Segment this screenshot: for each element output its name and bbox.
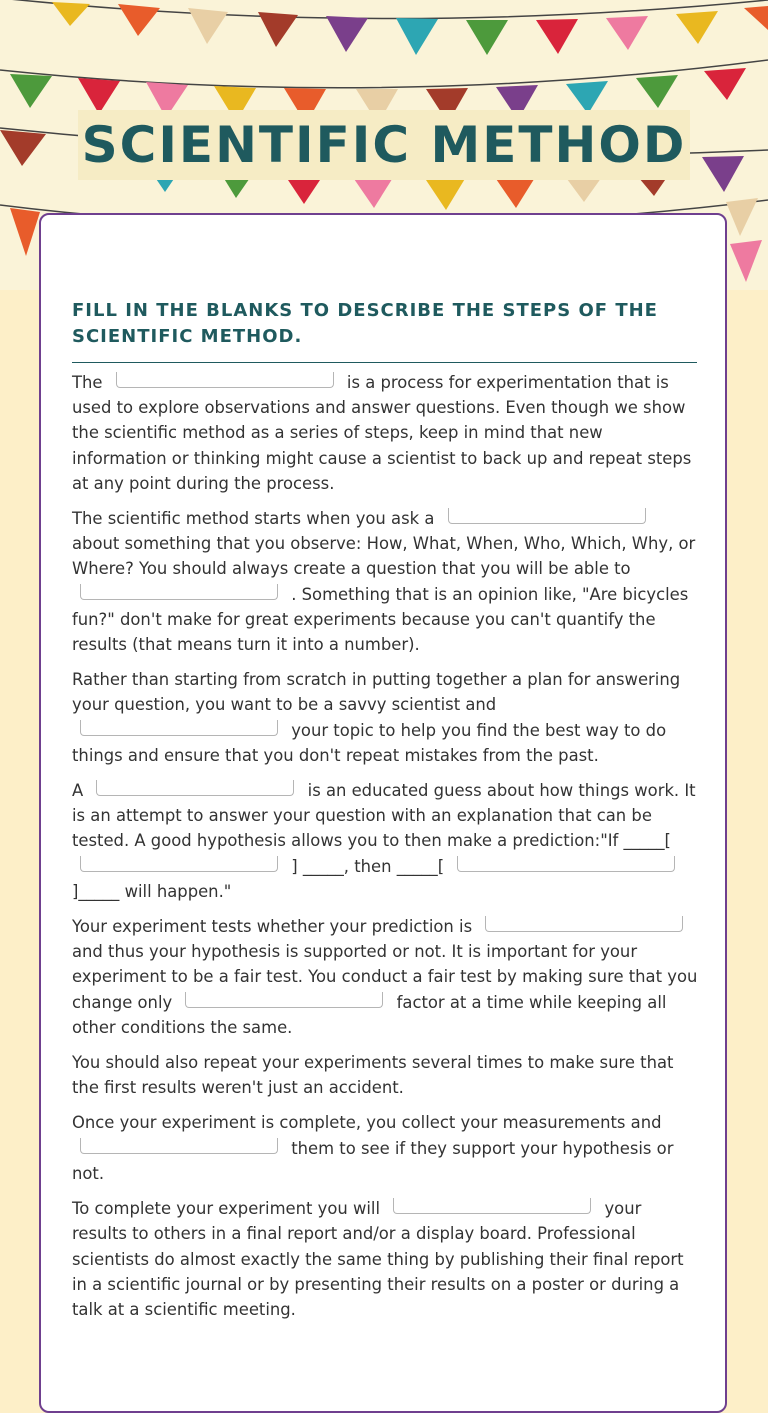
- text: them to see if they support your hypothesis or not.: [72, 1138, 674, 1183]
- blank-field[interactable]: [393, 1198, 591, 1214]
- text: factor at a time while keeping all other conditions the same.: [72, 992, 667, 1037]
- paragraph-8: [72, 1196, 700, 1322]
- paragraph-4: [72, 778, 700, 904]
- title-box: [78, 110, 690, 180]
- blank-field[interactable]: [80, 1138, 278, 1154]
- text: is a process for experimentation that is used to explore observations and answer questions. Even though we show the scientific method as a series of steps, keep in mind that new information or thinking might cause a scientist to back up and repeat steps at any point during the process.: [72, 373, 692, 493]
- paragraph-1: [72, 370, 700, 496]
- text: A: [72, 781, 84, 801]
- text: You should also repeat your experiments several times to make sure that the first results weren't just an accident.: [72, 1053, 674, 1098]
- paragraph-6: [72, 1050, 700, 1100]
- text: your results to others in a final report and/or a display board. Professional scientists do almost exactly the same thing by publishing their final report in a scientific journal or by presenting their results on a poster or during a talk at a scientific meeting.: [72, 1199, 684, 1319]
- blank-field[interactable]: [457, 856, 675, 872]
- text: your topic to help you find the best way to do things and ensure that you don't repeat mistakes from the past.: [72, 720, 667, 765]
- text: ]_____ will happen.": [72, 881, 232, 901]
- worksheet-card: [39, 213, 727, 1413]
- text: about something that you observe: How, What, When, Who, Which, Why, or Where? You should always create a question that you will be able to: [72, 534, 696, 579]
- blank-field[interactable]: [485, 916, 683, 932]
- blank-field[interactable]: [80, 856, 278, 872]
- blank-field[interactable]: [80, 720, 278, 736]
- paragraph-3: [72, 667, 700, 768]
- blank-field[interactable]: [448, 508, 646, 524]
- text: Once your experiment is complete, you collect your measurements and: [72, 1113, 662, 1133]
- text: is an educated guess about how things work. It is an attempt to answer your question with an explanation that can be tested. A good hypothesis allows you to then make a prediction:"If _____[: [72, 781, 696, 851]
- blank-field[interactable]: [116, 372, 334, 388]
- blank-field[interactable]: [96, 780, 294, 796]
- text: . Something that is an opinion like, "Are bicycles fun?" don't make for great experiments because you can't quantify the results (that means turn it into a number).: [72, 584, 689, 655]
- text: Rather than starting from scratch in putting together a plan for answering your question, you want to be a savvy scientist and: [72, 670, 681, 715]
- page-title: SCIENTIFIC METHOD: [81, 116, 687, 174]
- paragraph-5: [72, 914, 700, 1040]
- text: ] _____, then _____[: [291, 856, 445, 876]
- text: The scientific method starts when you ask a: [72, 509, 435, 529]
- paragraph-2: [72, 506, 700, 657]
- text: To complete your experiment you will: [72, 1199, 381, 1219]
- paragraph-7: [72, 1110, 700, 1186]
- text: The: [72, 373, 103, 392]
- instructions-heading: FILL IN THE BLANKS TO DESCRIBE THE STEPS OF THE SCIENTIFIC METHOD.: [72, 298, 697, 363]
- worksheet-content: [72, 370, 700, 1332]
- text: and thus your hypothesis is supported or not. It is important for your experiment to be a fair test. You conduct a fair test by making sure that you change only: [72, 942, 698, 1012]
- blank-field[interactable]: [80, 584, 278, 600]
- blank-field[interactable]: [185, 992, 383, 1008]
- text: Your experiment tests whether your prediction is: [72, 917, 473, 937]
